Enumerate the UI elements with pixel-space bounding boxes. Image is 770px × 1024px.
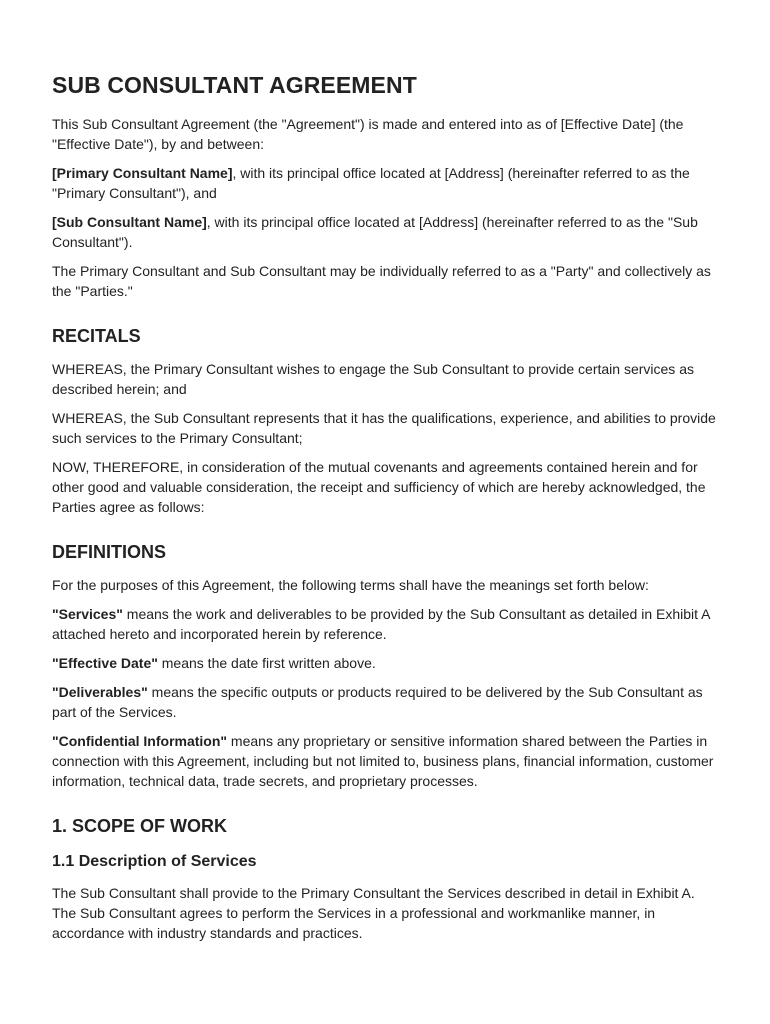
- party-primary-text: , with its principal office located at [Address] (hereinafter referred to as the "Primary Consultant"), and: [52, 165, 690, 201]
- definition-term: "Effective Date": [52, 655, 158, 671]
- services-subheading: 1.1 Description of Services: [52, 853, 257, 870]
- scope-heading: 1. SCOPE OF WORK: [52, 816, 228, 836]
- definition-text: means the specific outputs or products required to be delivered by the Sub Consultant as part of the Services.: [52, 684, 703, 720]
- document-title: SUB CONSULTANT AGREEMENT: [52, 72, 417, 98]
- definition-item: [52, 731, 720, 791]
- party-sub-name: [Sub Consultant Name]: [52, 214, 207, 230]
- services-paragraph: The Sub Consultant shall provide to the Primary Consultant the Services described in detail in Exhibit A. The Sub Consultant agrees to perform the Services in a professional and workmanlike manner, in accordance with industry standards and practices.: [52, 885, 695, 941]
- party-primary-paragraph: [52, 163, 720, 203]
- recital-paragraph: WHEREAS, the Primary Consultant wishes to engage the Sub Consultant to provide certain services as described herein; and: [52, 361, 694, 397]
- definition-item: [52, 682, 720, 722]
- recitals-heading: RECITALS: [52, 326, 141, 346]
- party-sub-paragraph: [52, 212, 720, 252]
- definitions-heading: DEFINITIONS: [52, 542, 167, 562]
- parties-note-paragraph: The Primary Consultant and Sub Consultant may be individually referred to as a "Party" and collectively as the "Parties.": [52, 263, 711, 299]
- party-sub-text: , with its principal office located at [Address] (hereinafter referred to as the "Sub Consultant").: [52, 214, 698, 250]
- definition-term: "Deliverables": [52, 684, 148, 700]
- definition-term: "Confidential Information": [52, 733, 228, 749]
- recital-paragraph: NOW, THEREFORE, in consideration of the mutual covenants and agreements contained herein and for other good and valuable consideration, the receipt and sufficiency of which are hereby acknowledged, the Parties agree as follows:: [52, 459, 706, 515]
- definitions-intro: For the purposes of this Agreement, the following terms shall have the meanings set forth below:: [52, 577, 649, 593]
- recital-paragraph: WHEREAS, the Sub Consultant represents that it has the qualifications, experience, and abilities to provide such services to the Primary Consultant;: [52, 410, 716, 446]
- definition-item: [52, 604, 720, 644]
- document-page: [52, 70, 720, 952]
- definition-text: means any proprietary or sensitive information shared between the Parties in connection with this Agreement, including but not limited to, business plans, financial information, customer information, technical data, trade secrets, and proprietary processes.: [52, 733, 714, 789]
- party-primary-name: [Primary Consultant Name]: [52, 165, 233, 181]
- definition-term: "Services": [52, 606, 123, 622]
- definition-text: means the work and deliverables to be provided by the Sub Consultant as detailed in Exhibit A attached hereto and incorporated herein by reference.: [52, 606, 710, 642]
- intro-paragraph: This Sub Consultant Agreement (the "Agreement") is made and entered into as of [Effective Date] (the "Effective Date"), by and between:: [52, 116, 684, 152]
- definition-item: [52, 653, 720, 673]
- definition-text: means the date first written above.: [157, 655, 376, 671]
